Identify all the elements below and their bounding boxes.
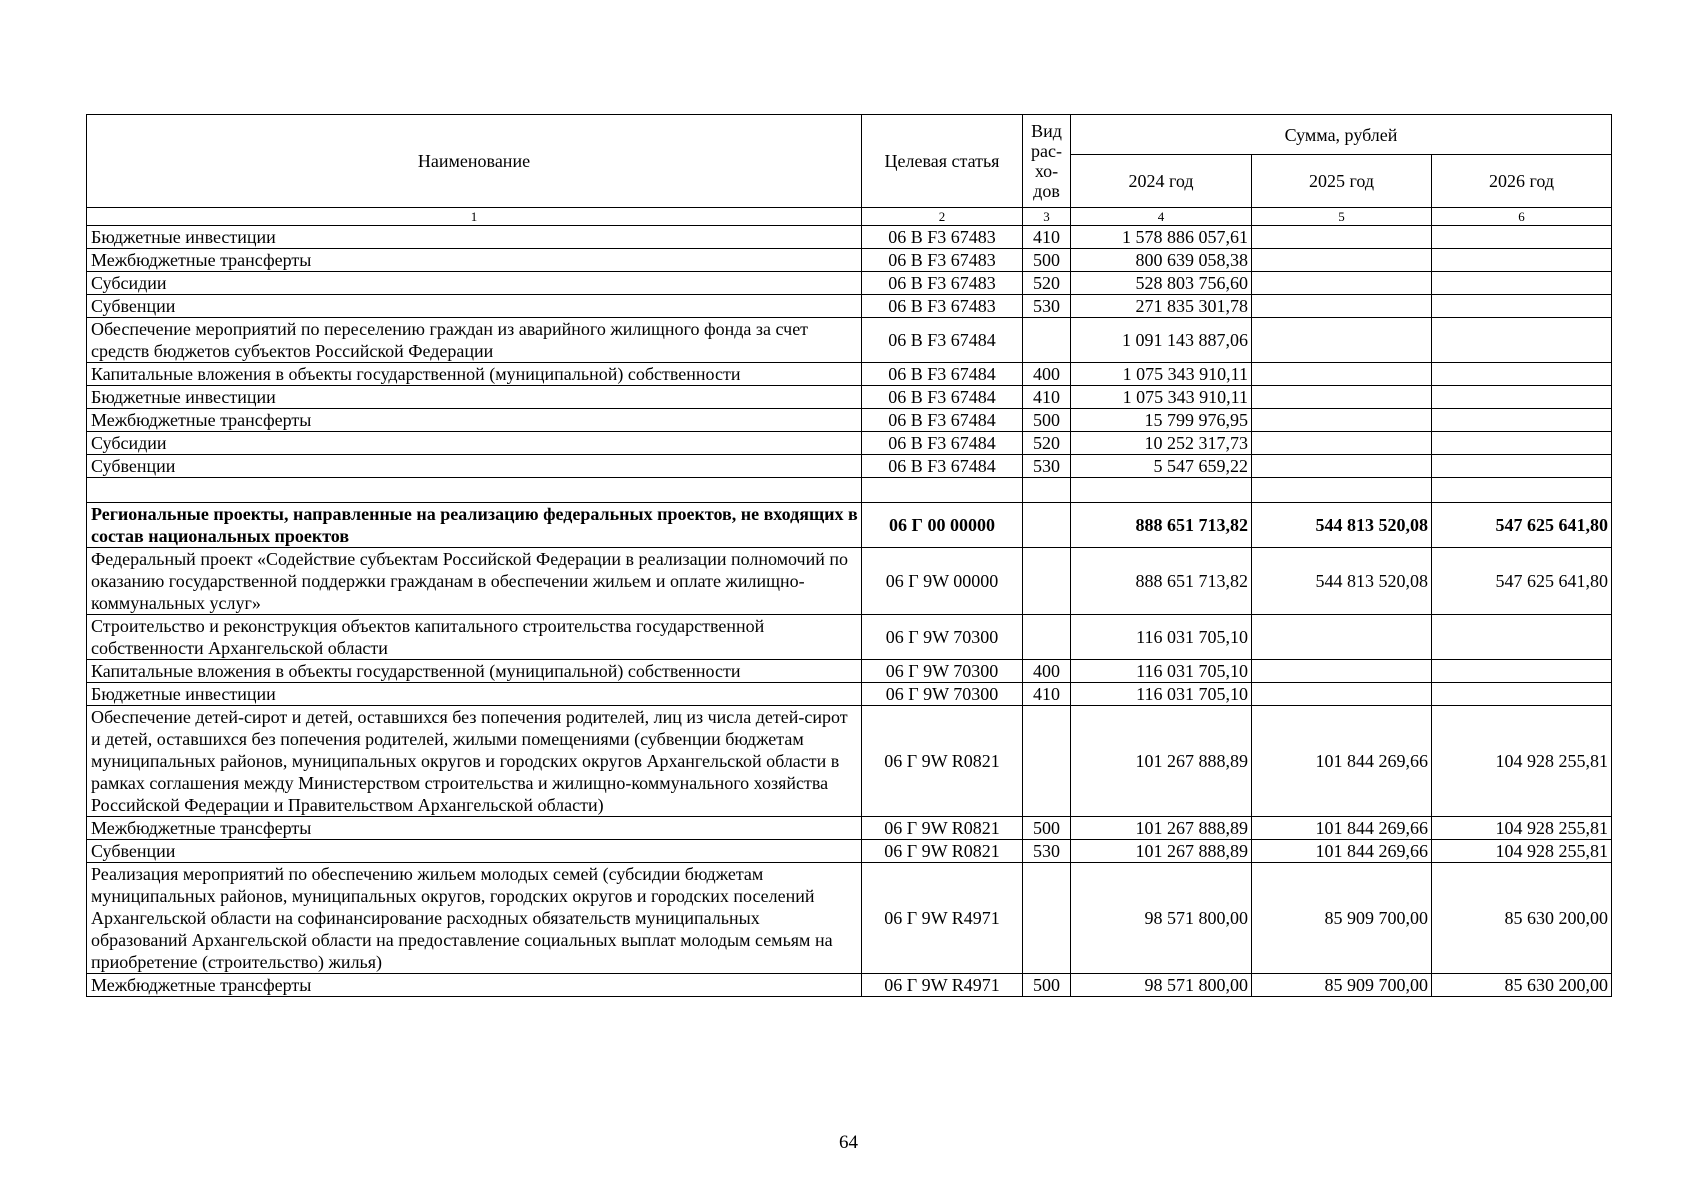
row-name — [87, 478, 862, 503]
amount-2025 — [1252, 455, 1432, 478]
table-row — [87, 295, 1612, 318]
table-row — [87, 272, 1612, 295]
table-row — [87, 840, 1612, 863]
target-article-code — [862, 478, 1023, 503]
amount-2025 — [1252, 660, 1432, 683]
target-article-code: 06 Г 9W 70300 — [862, 615, 1023, 660]
amount-2025 — [1252, 226, 1432, 249]
expense-kind-code — [1023, 478, 1071, 503]
amount-2025: 85 909 700,00 — [1252, 974, 1432, 997]
amount-2024 — [1071, 478, 1252, 503]
row-name: Субсидии — [87, 432, 862, 455]
amount-2025: 544 813 520,08 — [1252, 548, 1432, 615]
header-year-2025: 2025 год — [1252, 155, 1432, 208]
amount-2025 — [1252, 386, 1432, 409]
target-article-code: 06 Г 9W R0821 — [862, 840, 1023, 863]
amount-2026: 85 630 200,00 — [1432, 974, 1612, 997]
table-row — [87, 455, 1612, 478]
amount-2025 — [1252, 683, 1432, 706]
header-expense-kind: Вид рас-хо-дов — [1023, 115, 1071, 208]
amount-2026 — [1432, 455, 1612, 478]
expense-kind-code: 410 — [1023, 683, 1071, 706]
target-article-code: 06 В F3 67484 — [862, 386, 1023, 409]
header-year-2024: 2024 год — [1071, 155, 1252, 208]
target-article-code: 06 Г 00 00000 — [862, 503, 1023, 548]
amount-2025 — [1252, 272, 1432, 295]
amount-2026 — [1432, 249, 1612, 272]
header-name: Наименование — [87, 115, 862, 208]
expense-kind-code: 500 — [1023, 974, 1071, 997]
target-article-code: 06 В F3 67483 — [862, 249, 1023, 272]
amount-2026 — [1432, 432, 1612, 455]
table-row — [87, 409, 1612, 432]
budget-table — [86, 114, 1612, 997]
amount-2024: 116 031 705,10 — [1071, 615, 1252, 660]
amount-2024: 10 252 317,73 — [1071, 432, 1252, 455]
amount-2024: 101 267 888,89 — [1071, 817, 1252, 840]
row-name: Региональные проекты, направленные на реализацию федеральных проектов, не входящих в состав национальных проектов — [87, 503, 862, 548]
amount-2024: 101 267 888,89 — [1071, 706, 1252, 817]
row-name: Межбюджетные трансферты — [87, 974, 862, 997]
row-name: Обеспечение детей-сирот и детей, оставшихся без попечения родителей, лиц из числа детей-сирот и детей, оставшихся без попечения родителей, жилыми помещениями (субвенции бюджетам муниципальных районов, муниципальных округов и городских округов Архангельской области в рамках соглашения между Министерством строительства и жилищно-коммунального хозяйства Российской Федерации и Правительством Архангельской области) — [87, 706, 862, 817]
expense-kind-code: 400 — [1023, 660, 1071, 683]
amount-2026 — [1432, 615, 1612, 660]
amount-2026 — [1432, 660, 1612, 683]
table-body — [87, 226, 1612, 997]
amount-2024: 888 651 713,82 — [1071, 503, 1252, 548]
target-article-code: 06 В F3 67484 — [862, 363, 1023, 386]
column-number-row — [87, 208, 1612, 226]
row-name: Реализация мероприятий по обеспечению жильем молодых семей (субсидии бюджетам муниципальных районов, муниципальных округов, городских округов и городских поселений Архангельской области на софинансирование расходных обязательств муниципальных образований Архангельской области на предоставление социальных выплат молодым семьям на приобретение (строительство) жилья) — [87, 863, 862, 974]
target-article-code: 06 В F3 67484 — [862, 455, 1023, 478]
expense-kind-code: 500 — [1023, 249, 1071, 272]
target-article-code: 06 В F3 67483 — [862, 295, 1023, 318]
column-number: 6 — [1432, 208, 1612, 226]
table-row — [87, 249, 1612, 272]
column-number: 2 — [862, 208, 1023, 226]
amount-2024: 271 835 301,78 — [1071, 295, 1252, 318]
amount-2024: 116 031 705,10 — [1071, 660, 1252, 683]
expense-kind-code — [1023, 615, 1071, 660]
target-article-code: 06 В F3 67483 — [862, 272, 1023, 295]
target-article-code: 06 Г 9W R4971 — [862, 863, 1023, 974]
amount-2024: 5 547 659,22 — [1071, 455, 1252, 478]
row-name: Капитальные вложения в объекты государственной (муниципальной) собственности — [87, 660, 862, 683]
row-name: Бюджетные инвестиции — [87, 226, 862, 249]
table-row — [87, 226, 1612, 249]
amount-2025: 544 813 520,08 — [1252, 503, 1432, 548]
amount-2026 — [1432, 318, 1612, 363]
amount-2026: 104 928 255,81 — [1432, 706, 1612, 817]
target-article-code: 06 Г 9W R0821 — [862, 706, 1023, 817]
amount-2026: 104 928 255,81 — [1432, 840, 1612, 863]
expense-kind-code: 520 — [1023, 272, 1071, 295]
target-article-code: 06 В F3 67484 — [862, 432, 1023, 455]
row-name: Субсидии — [87, 272, 862, 295]
amount-2026: 547 625 641,80 — [1432, 548, 1612, 615]
column-number: 4 — [1071, 208, 1252, 226]
amount-2025: 101 844 269,66 — [1252, 840, 1432, 863]
header-year-2026: 2026 год — [1432, 155, 1612, 208]
expense-kind-code: 530 — [1023, 455, 1071, 478]
row-name: Межбюджетные трансферты — [87, 249, 862, 272]
amount-2026 — [1432, 295, 1612, 318]
row-name: Бюджетные инвестиции — [87, 683, 862, 706]
amount-2025 — [1252, 363, 1432, 386]
amount-2026: 85 630 200,00 — [1432, 863, 1612, 974]
table-row — [87, 548, 1612, 615]
table-row — [87, 503, 1612, 548]
table-row — [87, 478, 1612, 503]
target-article-code: 06 Г 9W 70300 — [862, 683, 1023, 706]
target-article-code: 06 В F3 67484 — [862, 409, 1023, 432]
amount-2024: 1 075 343 910,11 — [1071, 386, 1252, 409]
table-row — [87, 706, 1612, 817]
amount-2026 — [1432, 386, 1612, 409]
expense-kind-code: 500 — [1023, 817, 1071, 840]
amount-2026 — [1432, 363, 1612, 386]
expense-kind-code: 520 — [1023, 432, 1071, 455]
page-number: 64 — [839, 1132, 858, 1153]
amount-2024: 101 267 888,89 — [1071, 840, 1252, 863]
row-name: Бюджетные инвестиции — [87, 386, 862, 409]
expense-kind-code — [1023, 503, 1071, 548]
amount-2026 — [1432, 226, 1612, 249]
amount-2026: 104 928 255,81 — [1432, 817, 1612, 840]
amount-2026 — [1432, 409, 1612, 432]
header-target-article: Целевая статья — [862, 115, 1023, 208]
table-row — [87, 974, 1612, 997]
amount-2025 — [1252, 478, 1432, 503]
table-row — [87, 386, 1612, 409]
header-sum: Сумма, рублей — [1071, 115, 1612, 155]
amount-2025: 101 844 269,66 — [1252, 817, 1432, 840]
amount-2025 — [1252, 409, 1432, 432]
column-number: 5 — [1252, 208, 1432, 226]
row-name: Строительство и реконструкция объектов капитального строительства государственной собственности Архангельской области — [87, 615, 862, 660]
amount-2025: 85 909 700,00 — [1252, 863, 1432, 974]
table-row — [87, 615, 1612, 660]
amount-2026 — [1432, 272, 1612, 295]
table-row — [87, 318, 1612, 363]
column-number: 3 — [1023, 208, 1071, 226]
row-name: Межбюджетные трансферты — [87, 409, 862, 432]
table-row — [87, 863, 1612, 974]
header-row-top — [87, 115, 1612, 155]
table-row — [87, 432, 1612, 455]
amount-2026 — [1432, 478, 1612, 503]
table-row — [87, 660, 1612, 683]
amount-2024: 1 075 343 910,11 — [1071, 363, 1252, 386]
column-number: 1 — [87, 208, 862, 226]
amount-2024: 1 091 143 887,06 — [1071, 318, 1252, 363]
row-name: Капитальные вложения в объекты государственной (муниципальной) собственности — [87, 363, 862, 386]
expense-kind-code: 530 — [1023, 840, 1071, 863]
amount-2024: 800 639 058,38 — [1071, 249, 1252, 272]
expense-kind-code: 410 — [1023, 226, 1071, 249]
expense-kind-code: 400 — [1023, 363, 1071, 386]
amount-2024: 528 803 756,60 — [1071, 272, 1252, 295]
target-article-code: 06 В F3 67483 — [862, 226, 1023, 249]
amount-2024: 116 031 705,10 — [1071, 683, 1252, 706]
expense-kind-code: 500 — [1023, 409, 1071, 432]
amount-2024: 888 651 713,82 — [1071, 548, 1252, 615]
target-article-code: 06 В F3 67484 — [862, 318, 1023, 363]
table-row — [87, 817, 1612, 840]
row-name: Субвенции — [87, 840, 862, 863]
row-name: Федеральный проект «Содействие субъектам Российской Федерации в реализации полномочий по оказанию государственной поддержки гражданам в обеспечении жильем и оплате жилищно-коммунальных услуг» — [87, 548, 862, 615]
row-name: Межбюджетные трансферты — [87, 817, 862, 840]
expense-kind-code — [1023, 863, 1071, 974]
amount-2025 — [1252, 318, 1432, 363]
expense-kind-code — [1023, 318, 1071, 363]
amount-2026 — [1432, 683, 1612, 706]
amount-2024: 1 578 886 057,61 — [1071, 226, 1252, 249]
amount-2025 — [1252, 432, 1432, 455]
target-article-code: 06 Г 9W 00000 — [862, 548, 1023, 615]
target-article-code: 06 Г 9W 70300 — [862, 660, 1023, 683]
amount-2024: 98 571 800,00 — [1071, 863, 1252, 974]
amount-2024: 15 799 976,95 — [1071, 409, 1252, 432]
amount-2026: 547 625 641,80 — [1432, 503, 1612, 548]
expense-kind-code: 530 — [1023, 295, 1071, 318]
expense-kind-code: 410 — [1023, 386, 1071, 409]
target-article-code: 06 Г 9W R4971 — [862, 974, 1023, 997]
target-article-code: 06 Г 9W R0821 — [862, 817, 1023, 840]
table-row — [87, 363, 1612, 386]
row-name: Субвенции — [87, 295, 862, 318]
row-name: Субвенции — [87, 455, 862, 478]
amount-2025: 101 844 269,66 — [1252, 706, 1432, 817]
expense-kind-code — [1023, 706, 1071, 817]
amount-2025 — [1252, 295, 1432, 318]
table-row — [87, 683, 1612, 706]
expense-kind-code — [1023, 548, 1071, 615]
amount-2025 — [1252, 615, 1432, 660]
row-name: Обеспечение мероприятий по переселению граждан из аварийного жилищного фонда за счет средств бюджетов субъектов Российской Федерации — [87, 318, 862, 363]
amount-2024: 98 571 800,00 — [1071, 974, 1252, 997]
amount-2025 — [1252, 249, 1432, 272]
